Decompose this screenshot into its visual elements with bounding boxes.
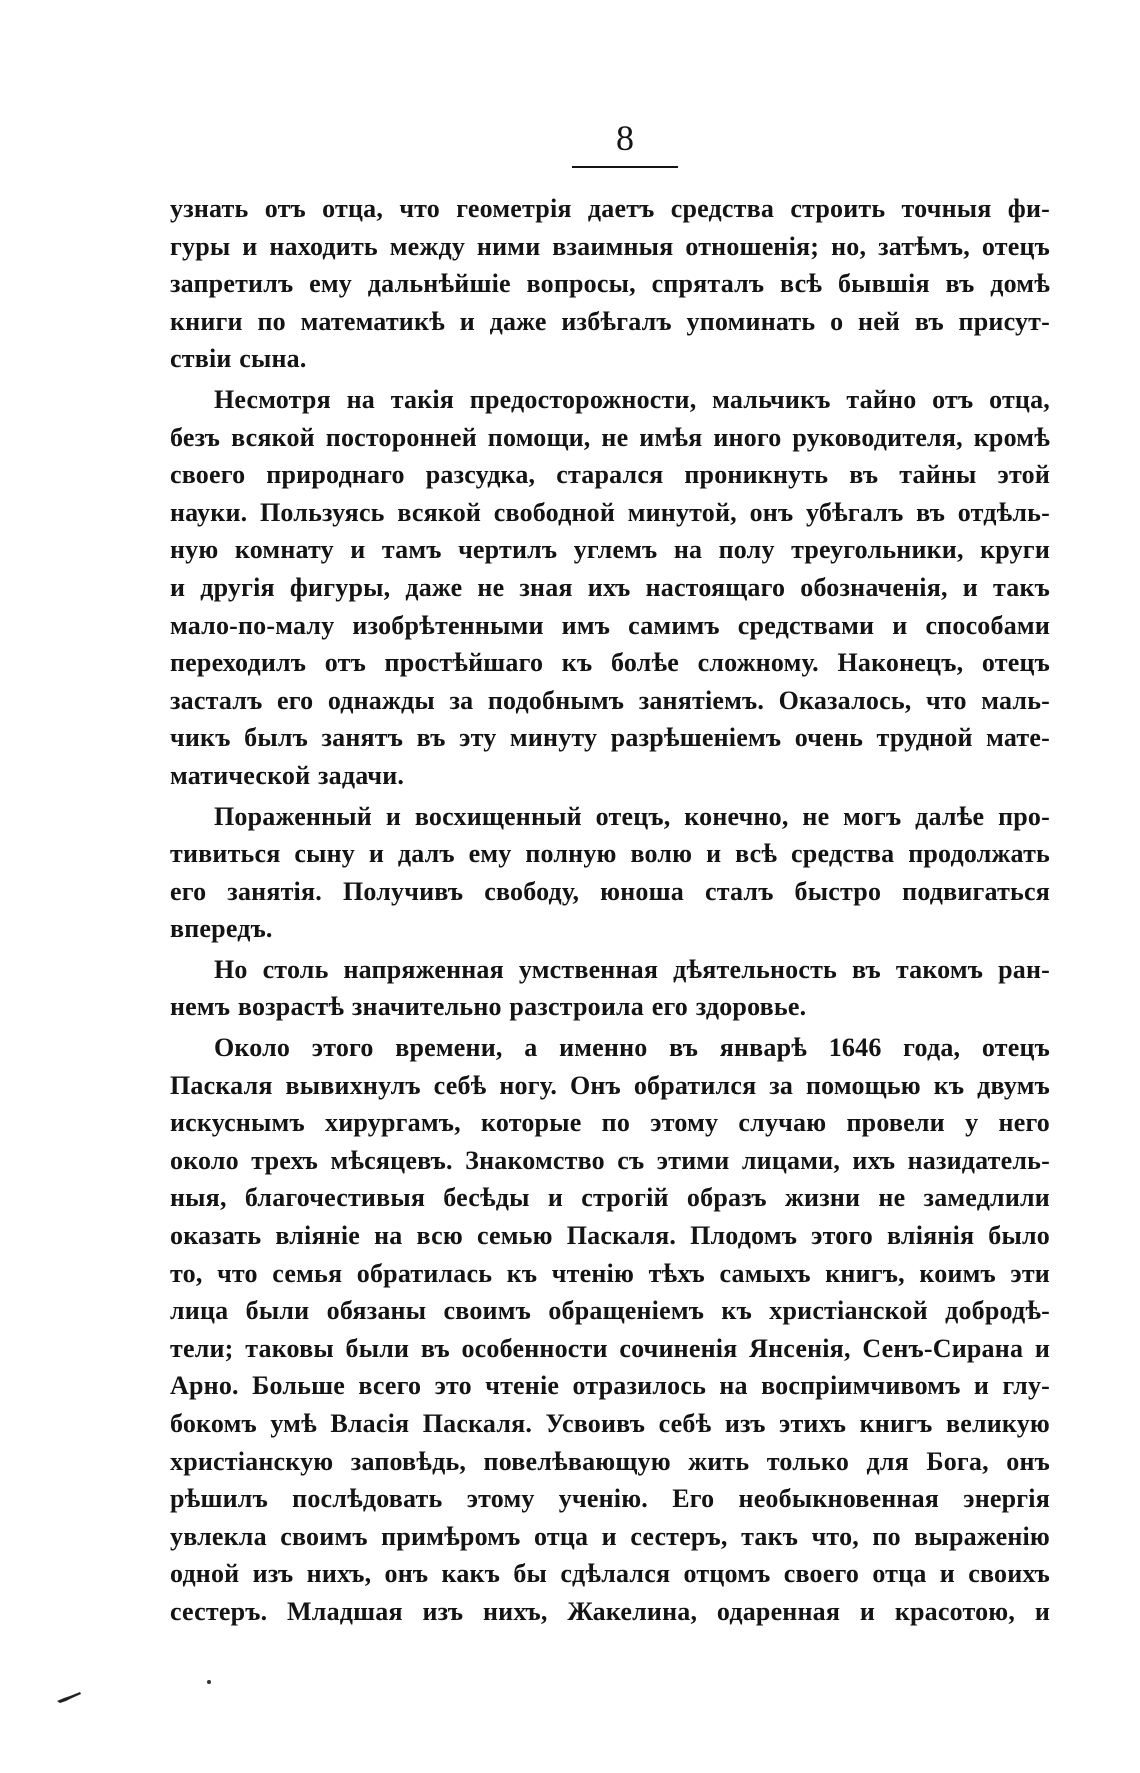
text-line: бокомъ умѣ Власія Паскаля. Усвоивъ себѣ изъ этихъ книгъ великую	[170, 1409, 1050, 1438]
text-line: его занятія. Получивъ свободу, юноша сталъ быстро подвигаться	[170, 876, 1050, 906]
text-line: тели; таковы были въ особенности сочиненія Янсенія, Сенъ-Сирана и	[170, 1333, 1050, 1363]
text-line: ную комнату и тамъ чертилъ углемъ на полу треугольники, круги	[170, 535, 1050, 565]
text-line: книги по математикѣ и даже избѣгалъ упоминать о ней въ присут-	[170, 306, 1050, 336]
text-line: засталъ его однажды за подобнымъ занятіемъ. Оказалось, что маль-	[170, 685, 1050, 715]
text-line: одной изъ нихъ, онъ какъ бы сдѣлался отцомъ своего отца и своихъ	[170, 1559, 1050, 1589]
text-line: оказать вліяніе на всю семью Паскаля. Плодомъ этого вліянія было	[170, 1221, 1050, 1251]
paragraph-2	[170, 381, 1050, 795]
text-line: тивиться сыну и далъ ему полную волю и всѣ средства продолжать	[170, 839, 1050, 869]
text-line: Но столь напряженная умственная дѣятельность въ такомъ ран-	[214, 954, 1050, 984]
text-line: матической задачи.	[170, 760, 405, 790]
text-line: Несмотря на такія предосторожности, мальчикъ тайно отъ отца,	[214, 384, 1050, 414]
text-line: мало-по-малу изобрѣтенными имъ самимъ средствами и способами	[170, 610, 1050, 640]
dust-dot-icon	[207, 1680, 211, 1684]
text-line: гуры и находить между ними взаимныя отношенія; но, затѣмъ, отецъ	[170, 231, 1050, 261]
text-line: немъ возрастѣ значительно разстроила его здоровье.	[170, 992, 807, 1022]
text-line: переходилъ отъ простѣйшаго къ болѣе сложному. Наконецъ, отецъ	[170, 648, 1050, 678]
text-line: науки. Пользуясь всякой свободной минутой, онъ убѣгалъ въ отдѣль-	[170, 497, 1050, 527]
paragraph-5	[170, 1029, 1050, 1631]
text-line: Арно. Больше всего это чтеніе отразилось на воспріимчивомъ и глу-	[170, 1371, 1050, 1401]
text-line: безъ всякой посторонней помощи, не имѣя иного руководителя, кромѣ	[170, 422, 1050, 452]
text-line: запретилъ ему дальнѣйшіе вопросы, спряталъ всѣ бывшія въ домѣ	[170, 269, 1050, 299]
text-line: около трехъ мѣсяцевъ. Знакомство съ этими лицами, ихъ назидатель-	[170, 1145, 1050, 1175]
paragraph-1	[170, 190, 1050, 378]
text-line: искуснымъ хирургамъ, которые по этому случаю провели у него	[170, 1108, 1050, 1138]
text-line: ствіи сына.	[170, 344, 307, 374]
text-line: впередъ.	[170, 914, 273, 944]
text-line: Пораженный и восхищенный отецъ, конечно, не могъ далѣе про-	[214, 801, 1050, 831]
page-number-rule	[572, 166, 678, 168]
text-body	[170, 190, 1050, 1631]
paragraph-4	[170, 951, 1050, 1026]
text-line: ныя, благочестивыя бесѣды и строгій образъ жизни не замедлили	[170, 1183, 1050, 1213]
text-line: Около этого времени, а именно въ январѣ 1646 года, отецъ	[214, 1033, 1050, 1063]
text-line: христіанскую заповѣдь, повелѣвающую жить только для Бога, онъ	[170, 1446, 1050, 1476]
ink-speck-icon	[56, 1690, 82, 1704]
text-line: узнать отъ отца, что геометрія даетъ средства строить точныя фи-	[170, 194, 1050, 223]
text-line: рѣшилъ послѣдовать этому ученію. Его необыкновенная энергія	[170, 1484, 1050, 1514]
text-line: чикъ былъ занятъ въ эту минуту разрѣшеніемъ очень трудной мате-	[170, 723, 1050, 753]
text-line: увлекла своимъ примѣромъ отца и сестеръ, такъ что, по выраженію	[170, 1521, 1050, 1551]
text-line: и другія фигуры, даже не зная ихъ настоящаго обозначенія, и такъ	[170, 572, 1050, 602]
text-line: Паскаля вывихнулъ себѣ ногу. Онъ обратился за помощью къ двумъ	[170, 1070, 1050, 1100]
text-line: лица были обязаны своимъ обращеніемъ къ христіанской добродѣ-	[170, 1296, 1050, 1326]
text-line: то, что семья обратилась къ чтенію тѣхъ самыхъ книгъ, коимъ эти	[170, 1258, 1050, 1288]
paragraph-3	[170, 798, 1050, 948]
text-line: своего природнаго разсудка, старался проникнуть въ тайны этой	[170, 460, 1050, 490]
text-line: сестеръ. Младшая изъ нихъ, Жакелина, одаренная и красотою, и	[170, 1596, 1050, 1626]
page-number: 8	[616, 118, 634, 158]
page-header	[570, 118, 680, 168]
